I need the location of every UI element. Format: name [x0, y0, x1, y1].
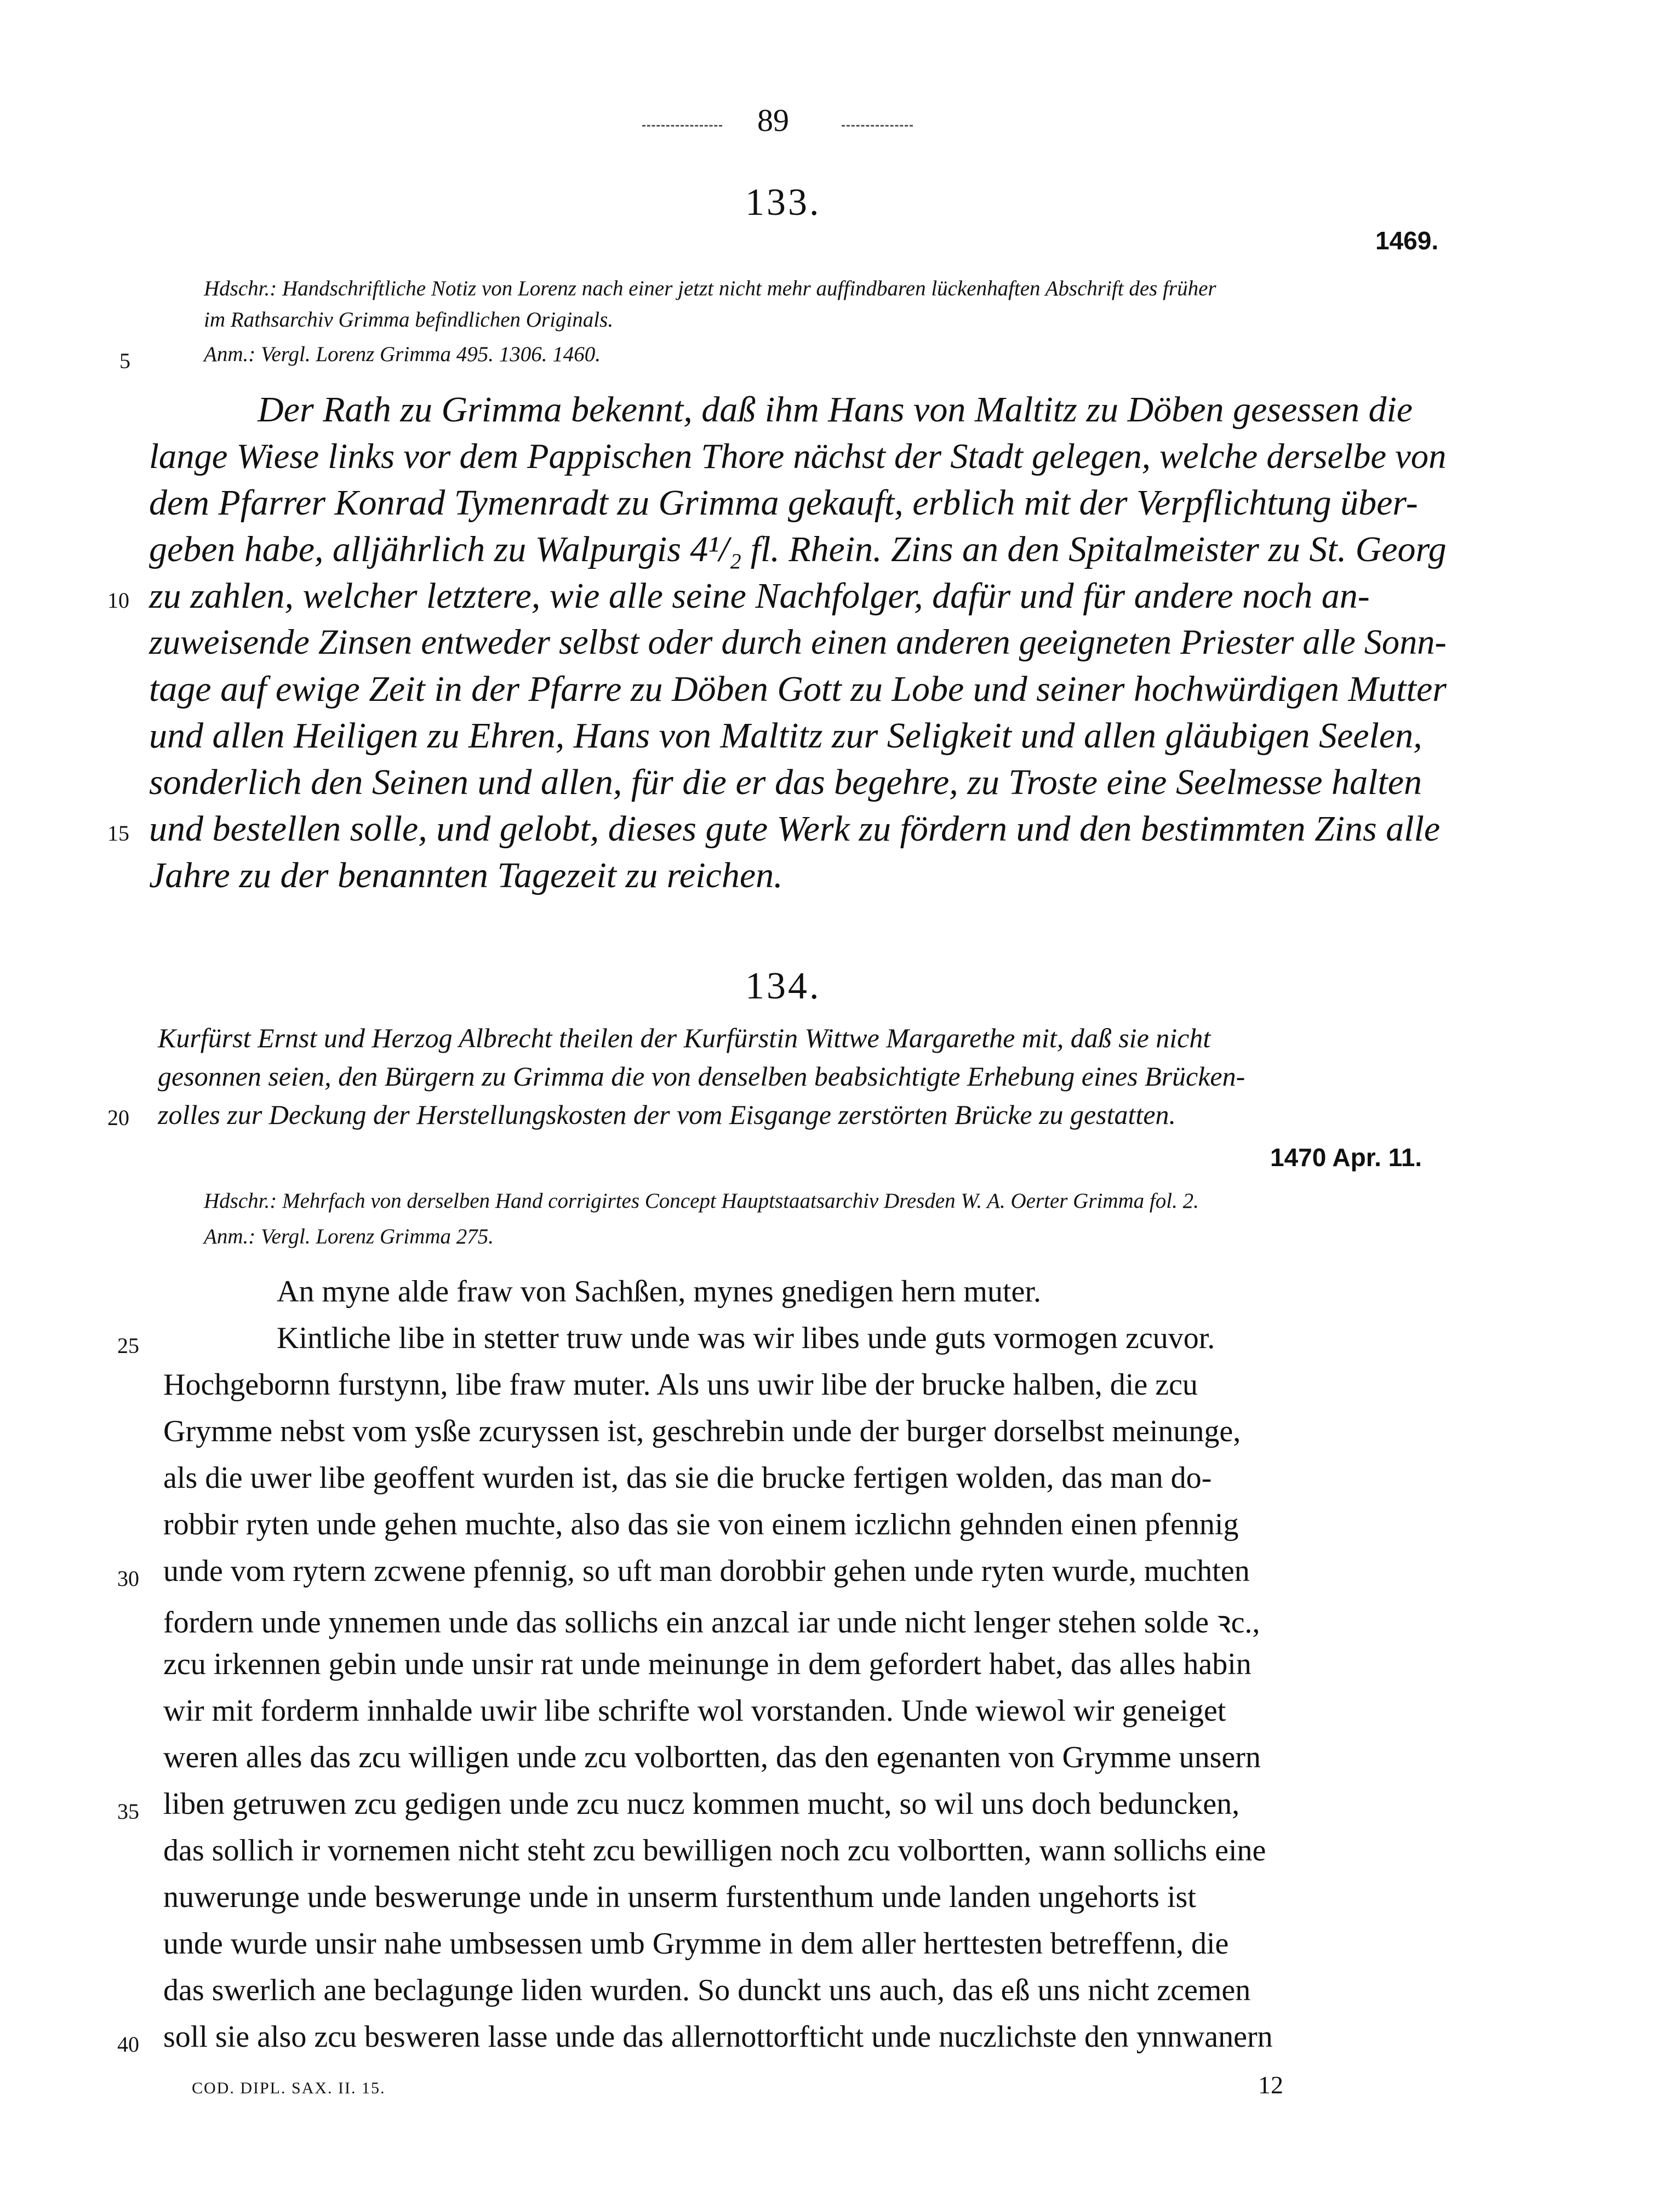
doc-134-date: 1470 Apr. 11. [1270, 1143, 1422, 1172]
doc-134-text-line-15: unde wurde unsir nahe umbsessen umb Grymme in dem aller herttesten betreffenn, die [163, 1927, 1229, 1961]
doc-134-number: 134. [745, 965, 821, 1007]
doc-134-text-line-5: als die uwer libe geoffent wurden ist, das sie die brucke fertigen wolden, das man do- [163, 1461, 1212, 1495]
doc-133-text-line-1: Der Rath zu Grimma bekennt, daß ihm Hans von Maltitz zu Döben gesessen die [258, 390, 1413, 430]
doc-133-text-line-3: dem Pfarrer Konrad Tymenradt zu Grimma gekauft, erblich mit der Verpflichtung über- [149, 483, 1418, 523]
line-number: 5 [119, 349, 130, 373]
doc-134-text-line-17: soll sie also zcu besweren lasse unde das allernottorfticht unde nuczlichste den ynnwanern [163, 2020, 1273, 2054]
header-rule-left [642, 125, 722, 127]
doc-133-text-line-5: zu zahlen, welcher letztere, wie alle seine Nachfolger, dafür und für andere noch an- [149, 576, 1370, 616]
doc-134-source: Hdschr.: Mehrfach von derselben Hand corrigirtes Concept Hauptstaatsarchiv Dresden W. A. Oerter Grimma fol. 2. [204, 1189, 1199, 1213]
doc-133-date: 1469. [1375, 226, 1439, 255]
footer-signature: COD. DIPL. SAX. II. 15. [192, 2079, 386, 2097]
doc-134-text-line-3: Hochgebornn furstynn, libe fraw muter. Als uns uwir libe der brucke halben, die zcu [163, 1368, 1198, 1402]
line-number: 15 [107, 821, 129, 846]
header-rule-right [842, 125, 913, 127]
line-number: 25 [117, 1333, 139, 1358]
doc-133-number: 133. [745, 181, 821, 224]
line-number: 40 [117, 2032, 139, 2057]
doc-133-text-line-10: und bestellen solle, und gelobt, dieses gute Werk zu fördern und den bestimmten Zins alle [149, 809, 1441, 849]
doc-133-text-line-9: sonderlich den Seinen und allen, für die er das begehre, zu Troste eine Seelmesse halten [149, 762, 1422, 802]
doc-134-text-line-12: liben getruwen zcu gedigen unde zcu nucz kommen mucht, so wil uns doch beduncken, [163, 1787, 1240, 1821]
doc-134-text-line-7: unde vom rytern zcwene pfennig, so uft man dorobbir gehen unde ryten wurde, muchten [163, 1554, 1250, 1588]
line-number: 20 [107, 1105, 129, 1130]
doc-134-regest-line-2: gesonnen seien, den Bürgern zu Grimma die von denselben beabsichtigte Erhebung eines Brücken- [158, 1061, 1245, 1092]
doc-134-annotation: Anm.: Vergl. Lorenz Grimma 275. [204, 1225, 494, 1248]
doc-133-text-line-2: lange Wiese links vor dem Pappischen Thore nächst der Stadt gelegen, welche derselbe von [149, 436, 1447, 476]
line-number: 10 [107, 588, 129, 613]
doc-133-source-line-1: Hdschr.: Handschriftliche Notiz von Lorenz nach einer jetzt nicht mehr auffindbaren lückenhaften Abschrift des früher [204, 277, 1216, 300]
page-number: 89 [757, 102, 789, 138]
doc-134-text-line-13: das sollich ir vornemen nicht steht zcu bewilligen noch zcu volbortten, wann sollichs eine [163, 1834, 1266, 1868]
doc-134-text-line-10: wir mit forderm innhalde uwir libe schrifte wol vorstanden. Unde wiewol wir geneiget [163, 1694, 1226, 1728]
doc-134-regest-line-1: Kurfürst Ernst und Herzog Albrecht theilen der Kurfürstin Wittwe Margarethe mit, daß sie nicht [158, 1023, 1211, 1053]
line-number: 30 [117, 1566, 139, 1591]
doc-134-text-line-6: robbir ryten unde gehen muchte, also das sie von einem iczlichn gehnden einen pfennig [163, 1508, 1239, 1542]
doc-134-text-line-11: weren alles das zcu willigen unde zcu volbortten, das den egenanten von Grymme unsern [163, 1740, 1261, 1774]
doc-134-text-line-1: An myne alde fraw von Sachßen, mynes gnedigen hern muter. [277, 1275, 1041, 1309]
doc-134-text-line-16: das swerlich ane beclagunge liden wurden. So dunckt uns auch, das eß uns nicht zcemen [163, 1973, 1251, 2007]
doc-134-regest-line-3: zolles zur Deckung der Herstellungskosten der vom Eisgange zerstörten Brücke zu gestatten. [158, 1099, 1176, 1130]
doc-133-text-line-7: tage auf ewige Zeit in der Pfarre zu Döben Gott zu Lobe und seiner hochwürdigen Mutter [149, 669, 1447, 709]
doc-134-text-line-14: nuwerunge unde beswerunge unde in unserm furstenthum unde landen ungehorts ist [163, 1880, 1196, 1914]
doc-134-text-line-4: Grymme nebst vom ysße zcuryssen ist, geschrebin unde der burger dorselbst meinunge, [163, 1414, 1241, 1448]
doc-133-text-line-11: Jahre zu der benannten Tagezeit zu reichen. [149, 855, 783, 895]
doc-133-text-line-6: zuweisende Zinsen entweder selbst oder durch einen anderen geeigneten Priester alle Sonn- [149, 623, 1447, 661]
doc-134-text-line-8: fordern unde ynnemen unde das sollichs ein anzcal iar unde nicht lenger stehen solde ꝛc., [163, 1606, 1260, 1640]
doc-133-source-line-2: im Rathsarchiv Grimma befindlichen Originals. [204, 308, 614, 332]
doc-133-annotation: Anm.: Vergl. Lorenz Grimma 495. 1306. 1460. [204, 342, 601, 366]
doc-134-text-line-2: Kintliche libe in stetter truw unde was wir libes unde guts vormogen zcuvor. [277, 1321, 1215, 1355]
doc-133-text-line-4: geben habe, alljährlich zu Walpurgis 4¹/₂ fl. Rhein. Zins an den Spitalmeister zu St. Georg [149, 529, 1447, 569]
line-number: 35 [117, 1799, 139, 1824]
doc-133-text-line-8: und allen Heiligen zu Ehren, Hans von Maltitz zur Seligkeit und allen gläubigen Seelen, [149, 716, 1422, 756]
footer-sheet-number: 12 [1258, 2071, 1283, 2099]
doc-134-text-line-9: zcu irkennen gebin unde unsir rat unde meinunge in dem gefordert habet, das alles habin [163, 1647, 1252, 1681]
